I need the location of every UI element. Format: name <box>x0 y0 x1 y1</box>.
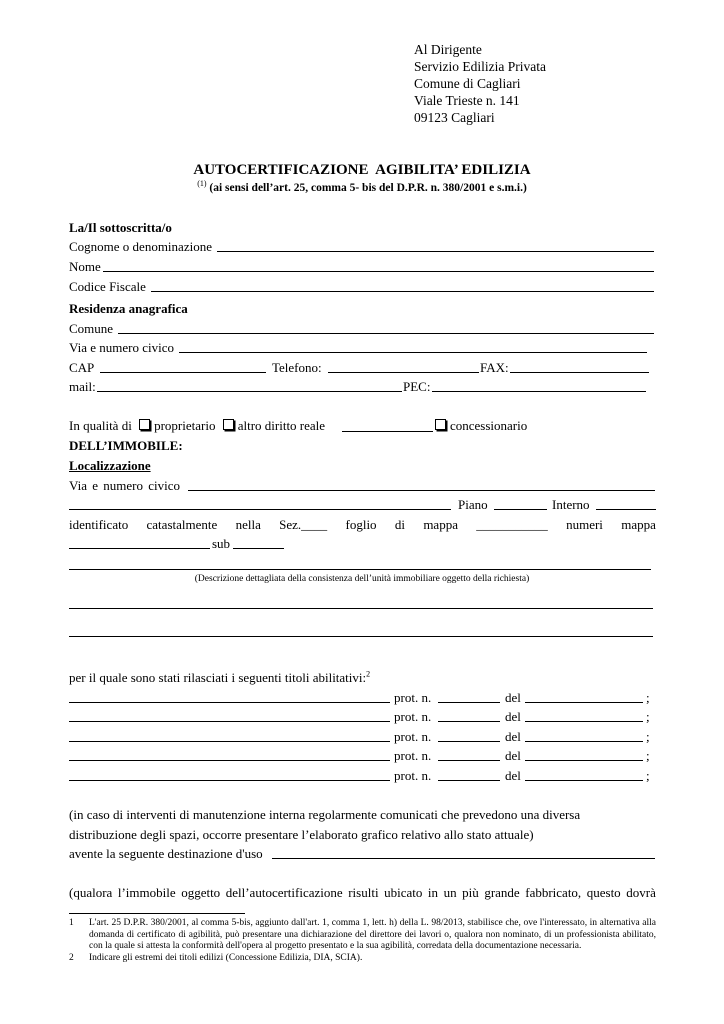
cadastral-word: numeri <box>566 517 603 532</box>
interior-label: Interno <box>552 497 590 512</box>
addressee-block <box>414 41 546 126</box>
footnote-separator <box>69 913 245 914</box>
property-heading: DELL’IMMOBILE: <box>69 438 183 453</box>
use-label: avente la seguente destinazione d'uso <box>69 846 263 861</box>
phone-field[interactable] <box>328 372 479 373</box>
footnote-number: 1 <box>69 918 74 928</box>
prot-number-field[interactable] <box>438 780 500 781</box>
cadastral-word: nella <box>235 517 261 532</box>
sub-field[interactable] <box>233 548 284 549</box>
street-field[interactable] <box>179 352 647 353</box>
fax-field[interactable] <box>510 372 649 373</box>
fax-label: FAX: <box>480 360 509 375</box>
page-title: AUTOCERTIFICAZIONE AGIBILITA’ EDILIZIA <box>193 162 531 178</box>
option-owner-label: proprietario <box>154 418 216 433</box>
row-end: ; <box>646 690 650 705</box>
description-field[interactable] <box>69 569 651 570</box>
permit-title-field[interactable] <box>69 741 390 742</box>
tax-code-field[interactable] <box>151 291 654 292</box>
prot-label: prot. n. <box>394 709 432 724</box>
applicant-heading: La/Il sottoscritta/o <box>69 220 172 235</box>
note-word: l’immobile <box>117 885 176 900</box>
floor-field[interactable] <box>494 509 547 510</box>
page-subtitle <box>0 181 724 196</box>
map-numbers-field[interactable] <box>69 548 210 549</box>
permit-title-field[interactable] <box>69 780 390 781</box>
prot-label: prot. n. <box>394 768 432 783</box>
floor-label: Piano <box>458 497 488 512</box>
permits-intro <box>69 669 370 687</box>
city-field[interactable] <box>118 333 654 334</box>
checkbox-concessionaire[interactable] <box>435 419 446 430</box>
permit-title-field[interactable] <box>69 702 390 703</box>
prot-number-field[interactable] <box>438 741 500 742</box>
cadastral-word: mappa <box>621 517 656 532</box>
note-word: grande <box>484 885 520 900</box>
street-label: Via e numero civico <box>69 340 174 355</box>
date-field[interactable] <box>525 780 643 781</box>
date-label: del <box>505 709 521 724</box>
cadastral-word: identificato <box>69 517 129 532</box>
footnote-text: L'art. 25 D.P.R. 380/2001, al comma 5-bis, aggiunto dall'art. 1, comma 1, lett. h) della L. 98/2013, stabilisce che, ove l'interessato, in alternativa alla domanda di certificato di agibilità, può presentare una dichiarazione del direttore dei lavori o, qualora non nominato, di un professionista abilitato, con la quale si attesta la conformità dell'opera al progetto presentato e la sua agibilità, corredata della documentazione necessaria. <box>89 918 656 951</box>
location-heading: Localizzazione <box>69 458 151 473</box>
footnote-2 <box>69 953 656 965</box>
option-concessionaire-label: concessionario <box>450 418 528 433</box>
prot-number-field[interactable] <box>438 760 500 761</box>
date-field[interactable] <box>525 741 643 742</box>
permit-title-field[interactable] <box>69 760 390 761</box>
property-street-field-cont[interactable] <box>69 509 451 510</box>
note-word: (qualora <box>69 885 113 900</box>
addressee-line: Viale Trieste n. 141 <box>414 93 520 108</box>
footnote-number: 2 <box>69 953 74 963</box>
subtitle-text: (ai sensi dell’art. 25, comma 5- bis del D.P.R. n. 380/2001 e s.m.i.) <box>209 182 527 194</box>
name-field[interactable] <box>103 271 654 272</box>
property-street-label: Via e numero civico <box>69 478 180 493</box>
footnote-1 <box>69 918 656 953</box>
description-field-3[interactable] <box>69 636 653 637</box>
cap-label: CAP <box>69 360 95 375</box>
note-word: questo <box>586 885 621 900</box>
note-word: in <box>427 885 439 900</box>
permits-intro-text: per il quale sono stati rilasciati i seguenti titoli abilitativi: <box>69 670 367 685</box>
description-caption: (Descrizione dettagliata della consistenza dell’unità immobiliare oggetto della richiesta) <box>194 574 530 584</box>
capacity-prefix: In qualità di <box>69 418 132 433</box>
capacity-line <box>69 417 325 435</box>
note-word: oggetto <box>181 885 221 900</box>
section-field[interactable]: Sez.____ <box>279 517 328 532</box>
other-right-field[interactable] <box>342 431 433 432</box>
addressee-line: 09123 Cagliari <box>414 110 495 125</box>
cadastral-word: di <box>394 517 405 532</box>
prot-number-field[interactable] <box>438 721 500 722</box>
name-label: Nome <box>69 259 101 274</box>
mail-field[interactable] <box>97 391 402 392</box>
building-note <box>69 884 656 902</box>
cadastral-word: foglio <box>345 517 377 532</box>
capacity-concessionaire <box>434 417 527 435</box>
prot-number-field[interactable] <box>438 702 500 703</box>
interior-field[interactable] <box>596 509 656 510</box>
checkbox-owner[interactable] <box>139 419 150 430</box>
tax-code-label: Codice Fiscale <box>69 279 146 294</box>
maintenance-note-line2: distribuzione degli spazi, occorre presentare l’elaborato grafico relativo allo stato attuale) <box>69 827 534 842</box>
checkbox-other-right[interactable] <box>223 419 234 430</box>
row-end: ; <box>646 729 650 744</box>
phone-label: Telefono: <box>272 360 322 375</box>
city-label: Comune <box>69 321 114 336</box>
property-street-field[interactable] <box>188 490 655 491</box>
date-field[interactable] <box>525 721 643 722</box>
prot-label: prot. n. <box>394 690 432 705</box>
cap-field[interactable] <box>100 372 266 373</box>
description-field-2[interactable] <box>69 608 653 609</box>
footnote-ref: 2 <box>366 669 371 679</box>
row-end: ; <box>646 748 650 763</box>
cadastral-word: catastalmente <box>146 517 218 532</box>
date-label: del <box>505 768 521 783</box>
option-other-right-label: altro diritto reale <box>237 418 326 433</box>
prot-label: prot. n. <box>394 748 432 763</box>
residence-heading: Residenza anagrafica <box>69 301 188 316</box>
note-word: più <box>462 885 479 900</box>
date-label: del <box>505 690 521 705</box>
addressee-line: Comune di Cagliari <box>414 76 521 91</box>
cadastral-line <box>69 516 656 534</box>
sheet-field[interactable]: ___________ <box>476 517 548 532</box>
use-field[interactable] <box>272 858 655 859</box>
sub-label: sub <box>212 536 231 551</box>
pec-field[interactable] <box>432 391 646 392</box>
addressee-line: Al Dirigente <box>414 42 482 57</box>
surname-label: Cognome o denominazione <box>69 239 212 254</box>
date-field[interactable] <box>525 760 643 761</box>
note-word: risulti <box>348 885 379 900</box>
note-word: fabbricato, <box>525 885 582 900</box>
footnote-ref: (1) <box>197 179 207 189</box>
addressee-line: Servizio Edilizia Privata <box>414 59 546 74</box>
cadastral-word: mappa <box>423 517 458 532</box>
date-field[interactable] <box>525 702 643 703</box>
note-word: ubicato <box>384 885 423 900</box>
permit-title-field[interactable] <box>69 721 390 722</box>
maintenance-note-line1: (in caso di interventi di manutenzione interna regolarmente comunicati che prevedono una diversa <box>69 807 581 822</box>
mail-label: mail: <box>69 379 96 394</box>
note-word: dell’autocertificazione <box>225 885 343 900</box>
prot-label: prot. n. <box>394 729 432 744</box>
row-end: ; <box>646 768 650 783</box>
note-word: dovrà <box>626 885 656 900</box>
note-word: un <box>443 885 457 900</box>
row-end: ; <box>646 709 650 724</box>
date-label: del <box>505 748 521 763</box>
pec-label: PEC: <box>403 379 431 394</box>
surname-field[interactable] <box>217 251 654 252</box>
date-label: del <box>505 729 521 744</box>
footnote-text: Indicare gli estremi dei titoli edilizi (Concessione Edilizia, DIA, SCIA). <box>89 953 363 963</box>
